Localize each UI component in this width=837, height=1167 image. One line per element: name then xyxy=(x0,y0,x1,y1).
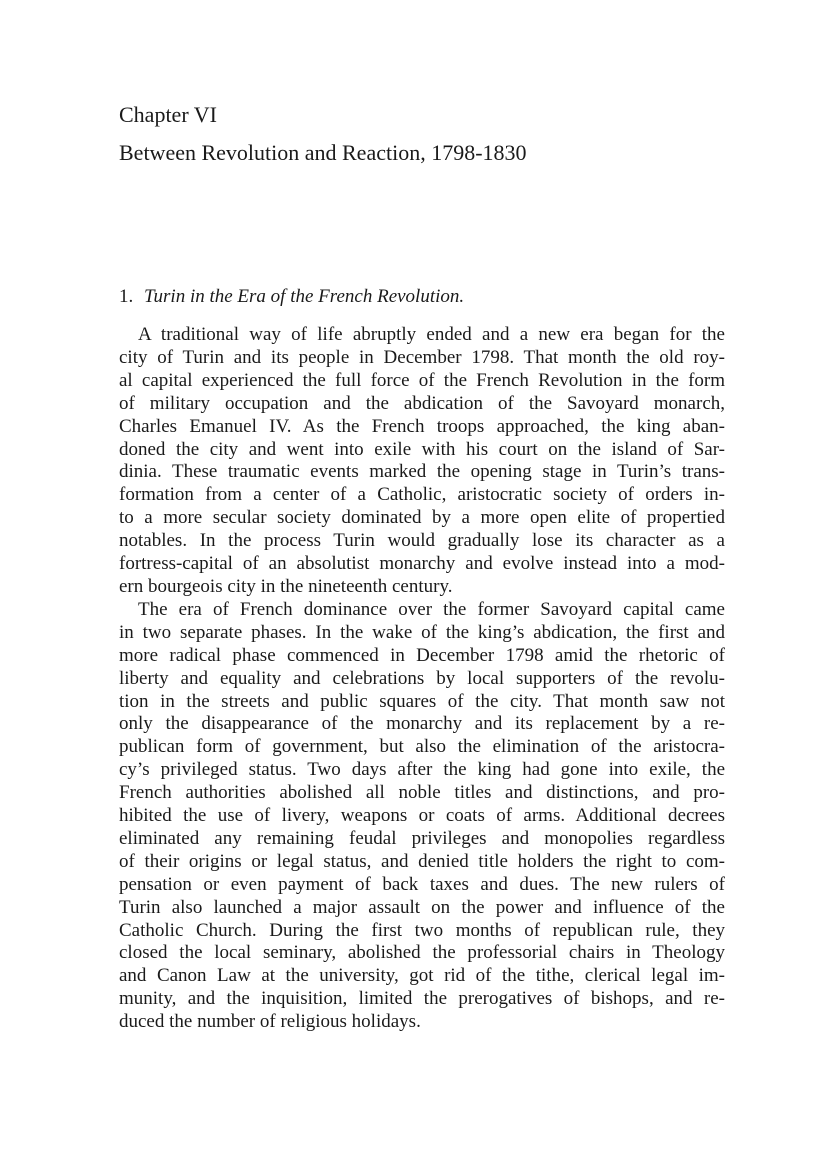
section-number: 1. xyxy=(119,286,134,307)
text-line: Charles Emanuel IV. As the French troops approached, the king aban- xyxy=(119,415,725,437)
text-line: Turin also launched a major assault on the power and influence of the xyxy=(119,896,725,918)
text-line: eliminated any remaining feudal privileges and monopolies regardless xyxy=(119,827,725,849)
text-line: formation from a center of a Catholic, aristocratic society of orders in- xyxy=(119,484,725,506)
text-line: in two separate phases. In the wake of the king’s abdication, the first and xyxy=(119,621,725,643)
text-line: French authorities abolished all noble titles and distinctions, and pro- xyxy=(119,782,725,804)
text-line: of military occupation and the abdication of the Savoyard monarch, xyxy=(119,392,725,414)
text-line: The era of French dominance over the former Savoyard capital came xyxy=(119,598,725,620)
text-line: city of Turin and its people in December 1798. That month the old roy- xyxy=(119,346,725,368)
text-line: cy’s privileged status. Two days after the king had gone into exile, the xyxy=(119,759,725,781)
text-line: al capital experienced the full force of the French Revolution in the form xyxy=(119,369,725,391)
text-line: fortress-capital of an absolutist monarchy and evolve instead into a mod- xyxy=(119,553,725,575)
text-line: tion in the streets and public squares of the city. That month saw not xyxy=(119,690,725,712)
paragraph xyxy=(119,599,725,1034)
text-line: doned the city and went into exile with his court on the island of Sar- xyxy=(119,438,725,460)
section-heading xyxy=(119,284,725,310)
body-text xyxy=(119,324,725,1034)
text-line: dinia. These traumatic events marked the opening stage in Turin’s trans- xyxy=(119,461,725,483)
text-line: liberty and equality and celebrations by local supporters of the revolu- xyxy=(119,667,725,689)
text-line: notables. In the process Turin would gradually lose its character as a xyxy=(119,530,725,552)
text-line: A traditional way of life abruptly ended and a new era began for the xyxy=(119,324,725,345)
text-line: and Canon Law at the university, got rid of the tithe, clerical legal im- xyxy=(119,965,725,987)
paragraph xyxy=(119,324,725,599)
text-line: pensation or even payment of back taxes and dues. The new rulers of xyxy=(119,873,725,895)
text-line: publican form of government, but also the elimination of the aristocra- xyxy=(119,736,725,758)
text-line: more radical phase commenced in December 1798 amid the rhetoric of xyxy=(119,644,725,666)
text-line: closed the local seminary, abolished the professorial chairs in Theology xyxy=(119,942,725,964)
page-content xyxy=(119,96,725,1034)
text-line: hibited the use of livery, weapons or coats of arms. Additional decrees xyxy=(119,805,725,827)
text-line: duced the number of religious holidays. xyxy=(119,1011,421,1033)
text-line: munity, and the inquisition, limited the prerogatives of bishops, and re- xyxy=(119,988,725,1010)
text-line: to a more secular society dominated by a more open elite of propertied xyxy=(119,507,725,529)
text-line: of their origins or legal status, and denied title holders the right to com- xyxy=(119,850,725,872)
text-line: Catholic Church. During the first two months of republican rule, they xyxy=(119,919,725,941)
text-line: ern bourgeois city in the nineteenth century. xyxy=(119,575,453,597)
chapter-label: Chapter VI xyxy=(119,102,217,127)
chapter-title: Between Revolution and Reaction, 1798-1830 xyxy=(119,140,527,165)
section-title: Turin in the Era of the French Revolution. xyxy=(144,286,465,307)
text-line: only the disappearance of the monarchy and its replacement by a re- xyxy=(119,713,725,735)
